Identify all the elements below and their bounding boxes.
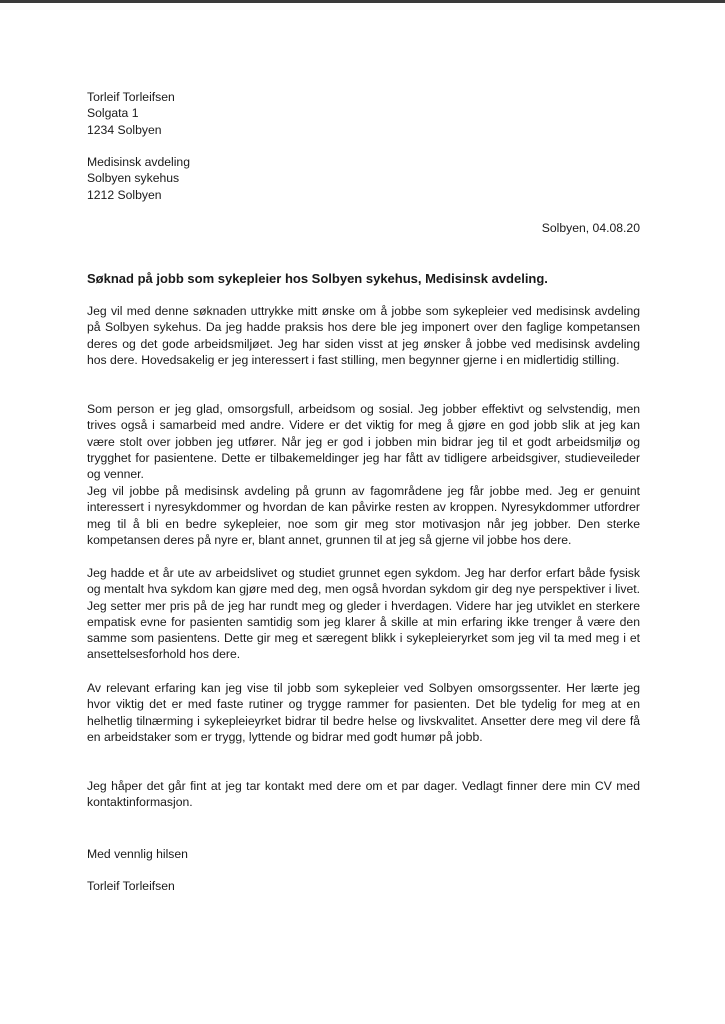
recipient-organization: Solbyen sykehus <box>87 171 180 186</box>
recipient-department: Medisinsk avdeling <box>87 155 190 169</box>
letter-date: Solbyen, 04.08.20 <box>541 221 640 235</box>
closing-greeting <box>87 846 640 862</box>
sender-street: Solgata 1 <box>87 106 139 121</box>
paragraph-text: Jeg håper det går fint at jeg tar kontakt med dere om et par dager. Vedlagt finner dere min CV med kontaktinformasjon. <box>87 779 640 810</box>
paragraph-motivation <box>87 483 640 548</box>
paragraph-experience-illness <box>87 565 640 663</box>
sender-name: Torleif Torleifsen <box>87 90 175 104</box>
paragraph-personality <box>87 401 640 482</box>
recipient-postal: 1212 Solbyen <box>87 187 162 202</box>
recipient-address <box>87 154 640 203</box>
paragraph-text: Jeg vil jobbe på medisinsk avdeling på grunn av fagområdene jeg får jobbe med. Jeg er genuint interessert i nyresykdommer og hvordan de kan påvirke resten av kroppen. Nyresykdommer utfordrer meg til å bli en bedre sykepleier, noe som gir meg stor motivasjon når jeg jobber. Den sterke kompetansen deres på nyre er, blant annet, grunnen til at jeg så gjerne vil jobbe hos dere. <box>87 484 640 547</box>
sender-address <box>87 89 640 138</box>
paragraph-text: Jeg vil med denne søknaden uttrykke mitt ønske om å jobbe som sykepleier ved medisinsk avdeling på Solbyen sykehus. Da jeg hadde praksis hos dere ble jeg imponert over den faglige kompetansen deres og det gode arbeidsmiljøet. Jeg har siden visst at jeg ønsker å jobbe ved medisinsk avdeling hos dere. Hovedsakelig er jeg interessert i fast stilling, men begynner gjerne i en midlertidig stilling. <box>87 304 640 367</box>
closing-text: Med vennlig hilsen <box>87 847 188 861</box>
signature-name: Torleif Torleifsen <box>87 879 175 893</box>
paragraph-intro <box>87 303 640 368</box>
letter-subject: Søknad på jobb som sykepleier hos Solbyen sykehus, Medisinsk avdeling. <box>87 271 548 286</box>
sender-postal: 1234 Solbyen <box>87 122 162 137</box>
signature-block <box>87 878 640 894</box>
paragraph-text: Av relevant erfaring kan jeg vise til jobb som sykepleier ved Solbyen omsorgssenter. Her lærte jeg hvor viktig det er med faste rutiner og trygge rammer for pasienten. Det ble tydelig for meg at en helhetlig tilnærming i sykepleieyrket bidrar til bedre helse og livskvalitet. Ansetter dere meg vil dere få en arbeidstaker som er trygg, lyttende og bidrar med godt humør på jobb. <box>87 681 640 744</box>
paragraph-text: Som person er jeg glad, omsorgsfull, arbeidsom og sosial. Jeg jobber effektivt og selvstendig, men trives også i samarbeid med andre. Videre er det viktig for meg å gjøre en god jobb slik at jeg kan være stolt over jobben jeg utfører. Når jeg er god i jobben min bidrar jeg til et godt arbeidsmiljø og trygghet for pasientene. Dette er tilbakemeldinger jeg har fått av tidligere arbeidsgiver, studieveileder og venner. <box>87 402 640 482</box>
paragraph-closing-remark <box>87 778 640 811</box>
paragraph-relevant-experience <box>87 680 640 745</box>
paragraph-text: Jeg hadde et år ute av arbeidslivet og studiet grunnet egen sykdom. Jeg har derfor erfart både fysisk og mentalt hva sykdom kan gjøre med deg, men også hvordan sykdom gir deg nye perspektiver i livet. Jeg setter mer pris på de jeg har rundt meg og gleder i hverdagen. Videre har jeg utviklet en sterkere empatisk evne for pasienten samtidig som jeg klarer å skille at min erfaring ikke trenger å være den samme som pasientens. Dette gir meg et særegent blikk i sykepleieryrket som jeg vil ta med meg i et ansettelsesforhold hos dere. <box>87 566 640 662</box>
